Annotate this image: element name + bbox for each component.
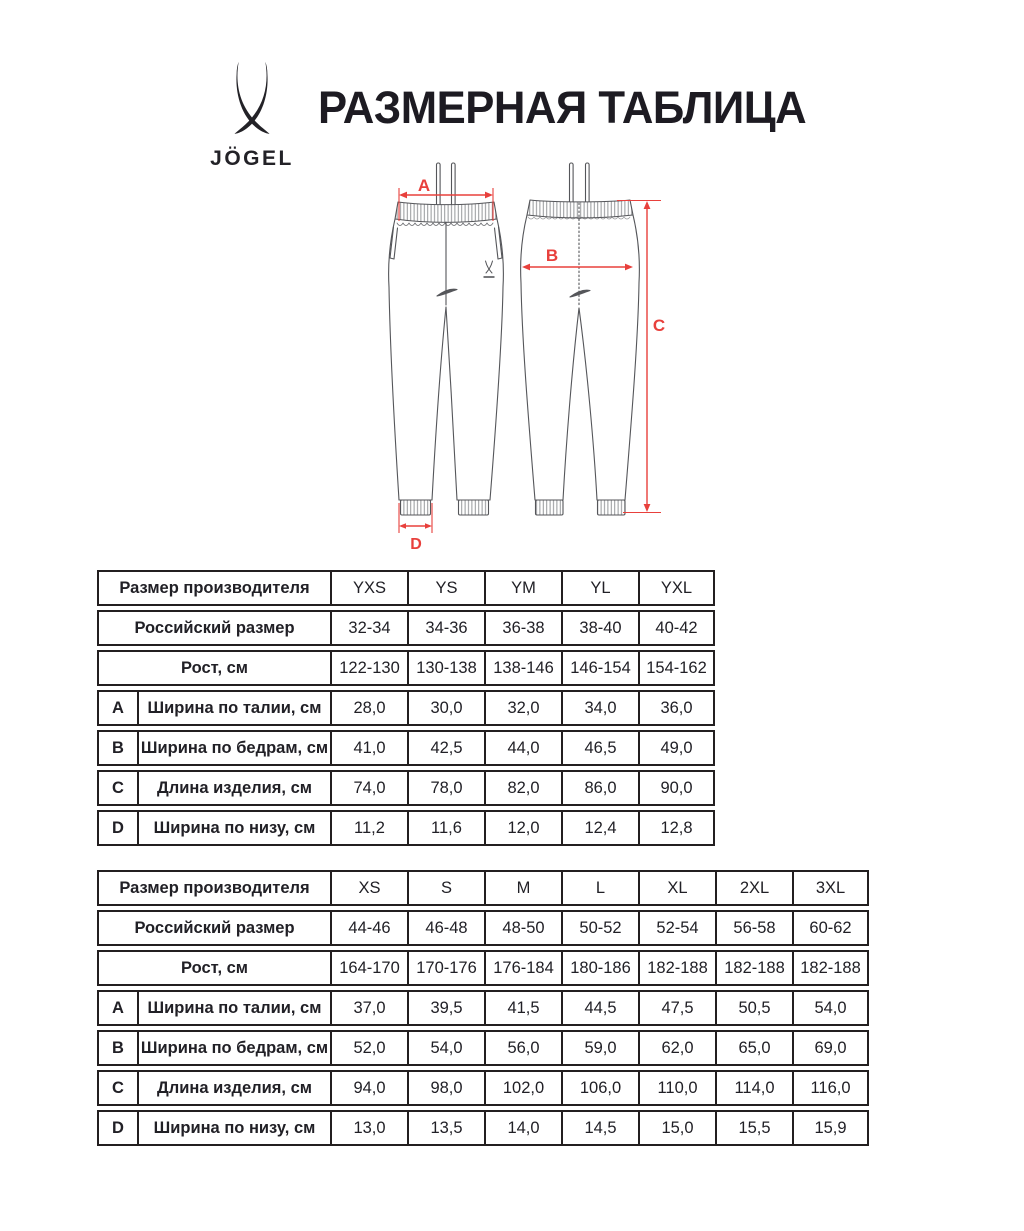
measure-value: 49,0 [638, 730, 715, 766]
measure-value: 94,0 [330, 1070, 407, 1106]
size-value: 130-138 [407, 650, 484, 686]
table-row [97, 1110, 869, 1146]
row-label: Размер производителя [97, 870, 330, 906]
size-value: 44-46 [330, 910, 407, 946]
size-value: 38-40 [561, 610, 638, 646]
measure-value: 86,0 [561, 770, 638, 806]
size-value: M [484, 870, 561, 906]
measure-name: Ширина по бедрам, см [137, 730, 330, 766]
size-value: 48-50 [484, 910, 561, 946]
measure-letter: C [97, 1070, 137, 1106]
brand-logo [196, 60, 308, 171]
table-row [97, 910, 869, 946]
measure-value: 39,5 [407, 990, 484, 1026]
measure-value: 30,0 [407, 690, 484, 726]
measure-value: 54,0 [792, 990, 869, 1026]
measure-name: Длина изделия, см [137, 1070, 330, 1106]
measure-name: Ширина по бедрам, см [137, 1030, 330, 1066]
dimension-label-b: B [545, 246, 559, 265]
measure-value: 36,0 [638, 690, 715, 726]
size-value: 170-176 [407, 950, 484, 986]
size-value: 146-154 [561, 650, 638, 686]
size-value: 50-52 [561, 910, 638, 946]
measure-value: 42,5 [407, 730, 484, 766]
measure-value: 56,0 [484, 1030, 561, 1066]
size-value: 32-34 [330, 610, 407, 646]
measure-name: Ширина по талии, см [137, 690, 330, 726]
measure-value: 59,0 [561, 1030, 638, 1066]
measure-value: 98,0 [407, 1070, 484, 1106]
measure-value: 34,0 [561, 690, 638, 726]
table-row [97, 950, 869, 986]
measure-value: 13,5 [407, 1110, 484, 1146]
measure-value: 28,0 [330, 690, 407, 726]
measure-value: 12,0 [484, 810, 561, 846]
measure-letter: D [97, 1110, 137, 1146]
measure-value: 82,0 [484, 770, 561, 806]
measure-value: 14,0 [484, 1110, 561, 1146]
measure-value: 78,0 [407, 770, 484, 806]
table-row [97, 810, 715, 846]
size-value: 176-184 [484, 950, 561, 986]
table-row [97, 1070, 869, 1106]
brand-name: JÖGEL [210, 147, 294, 170]
drawstring [437, 163, 441, 207]
measure-letter: C [97, 770, 137, 806]
measure-value: 46,5 [561, 730, 638, 766]
measure-value: 15,9 [792, 1110, 869, 1146]
measure-value: 15,5 [715, 1110, 792, 1146]
waistband [527, 200, 633, 218]
measure-letter: B [97, 730, 137, 766]
size-value: 3XL [792, 870, 869, 906]
measure-name: Длина изделия, см [137, 770, 330, 806]
measure-value: 47,5 [638, 990, 715, 1026]
size-value: YXS [330, 570, 407, 606]
dimension-arrow-b [522, 246, 633, 270]
size-value: 138-146 [484, 650, 561, 686]
size-value: 182-188 [792, 950, 869, 986]
cuff [459, 500, 489, 515]
table-row [97, 1030, 869, 1066]
measure-value: 14,5 [561, 1110, 638, 1146]
row-label: Российский размер [97, 610, 330, 646]
measure-value: 69,0 [792, 1030, 869, 1066]
measure-value: 13,0 [330, 1110, 407, 1146]
size-value: XL [638, 870, 715, 906]
jogel-logo-icon [217, 60, 287, 146]
size-value: YL [561, 570, 638, 606]
measure-value: 11,6 [407, 810, 484, 846]
size-value: YS [407, 570, 484, 606]
cuff [401, 500, 431, 515]
cuff [536, 500, 564, 515]
size-value: YXL [638, 570, 715, 606]
size-value: 36-38 [484, 610, 561, 646]
table-row [97, 650, 715, 686]
measure-value: 41,5 [484, 990, 561, 1026]
measure-value: 52,0 [330, 1030, 407, 1066]
table-row [97, 730, 715, 766]
size-value: 60-62 [792, 910, 869, 946]
measure-value: 12,4 [561, 810, 638, 846]
table-row [97, 990, 869, 1026]
size-value: 34-36 [407, 610, 484, 646]
size-value: S [407, 870, 484, 906]
measure-value: 11,2 [330, 810, 407, 846]
page-title: РАЗМЕРНАЯ ТАБЛИЦА [318, 82, 807, 133]
cuff [598, 500, 626, 515]
size-value: 56-58 [715, 910, 792, 946]
size-value: 52-54 [638, 910, 715, 946]
row-label: Рост, см [97, 650, 330, 686]
measure-name: Ширина по низу, см [137, 810, 330, 846]
measure-value: 102,0 [484, 1070, 561, 1106]
measure-value: 41,0 [330, 730, 407, 766]
table-row [97, 610, 715, 646]
pants-back-drawing [521, 163, 640, 515]
measure-value: 44,0 [484, 730, 561, 766]
measure-value: 44,5 [561, 990, 638, 1026]
size-value: 2XL [715, 870, 792, 906]
table-row [97, 690, 715, 726]
table-row [97, 570, 715, 606]
measure-value: 110,0 [638, 1070, 715, 1106]
pants-front-drawing [389, 163, 504, 515]
measure-value: 12,8 [638, 810, 715, 846]
measure-value: 62,0 [638, 1030, 715, 1066]
size-value: 46-48 [407, 910, 484, 946]
dimension-label-c: C [652, 316, 666, 335]
row-label: Размер производителя [97, 570, 330, 606]
drawstring [586, 163, 590, 203]
waistband-ruffle [397, 223, 493, 226]
measure-value: 50,5 [715, 990, 792, 1026]
table-row [97, 770, 715, 806]
drawstring [570, 163, 574, 203]
measure-value: 74,0 [330, 770, 407, 806]
size-table-youth [97, 566, 715, 850]
size-value: 122-130 [330, 650, 407, 686]
drawstring [452, 163, 456, 207]
size-value: 40-42 [638, 610, 715, 646]
measure-letter: A [97, 690, 137, 726]
measure-value: 116,0 [792, 1070, 869, 1106]
measure-value: 65,0 [715, 1030, 792, 1066]
crease-line [570, 290, 590, 297]
measure-letter: B [97, 1030, 137, 1066]
thigh-logo-icon [484, 261, 495, 278]
measure-value: 54,0 [407, 1030, 484, 1066]
table-row [97, 870, 869, 906]
size-value: XS [330, 870, 407, 906]
measure-value: 106,0 [561, 1070, 638, 1106]
measure-value: 90,0 [638, 770, 715, 806]
size-value: YM [484, 570, 561, 606]
size-table-adult [97, 866, 869, 1150]
dimension-label-a: A [417, 176, 431, 195]
measure-letter: D [97, 810, 137, 846]
measure-value: 114,0 [715, 1070, 792, 1106]
measure-value: 37,0 [330, 990, 407, 1026]
measure-name: Ширина по низу, см [137, 1110, 330, 1146]
dimension-arrow-c [617, 201, 665, 513]
size-value: 154-162 [638, 650, 715, 686]
crease-line [437, 289, 457, 296]
measure-name: Ширина по талии, см [137, 990, 330, 1026]
measure-value: 15,0 [638, 1110, 715, 1146]
row-label: Рост, см [97, 950, 330, 986]
row-label: Российский размер [97, 910, 330, 946]
size-value: L [561, 870, 638, 906]
size-value: 182-188 [638, 950, 715, 986]
waistband [395, 202, 497, 222]
size-value: 164-170 [330, 950, 407, 986]
size-value: 180-186 [561, 950, 638, 986]
pants-diagram [375, 155, 675, 555]
size-value: 182-188 [715, 950, 792, 986]
measure-letter: A [97, 990, 137, 1026]
dimension-label-d: D [410, 536, 422, 553]
measure-value: 32,0 [484, 690, 561, 726]
